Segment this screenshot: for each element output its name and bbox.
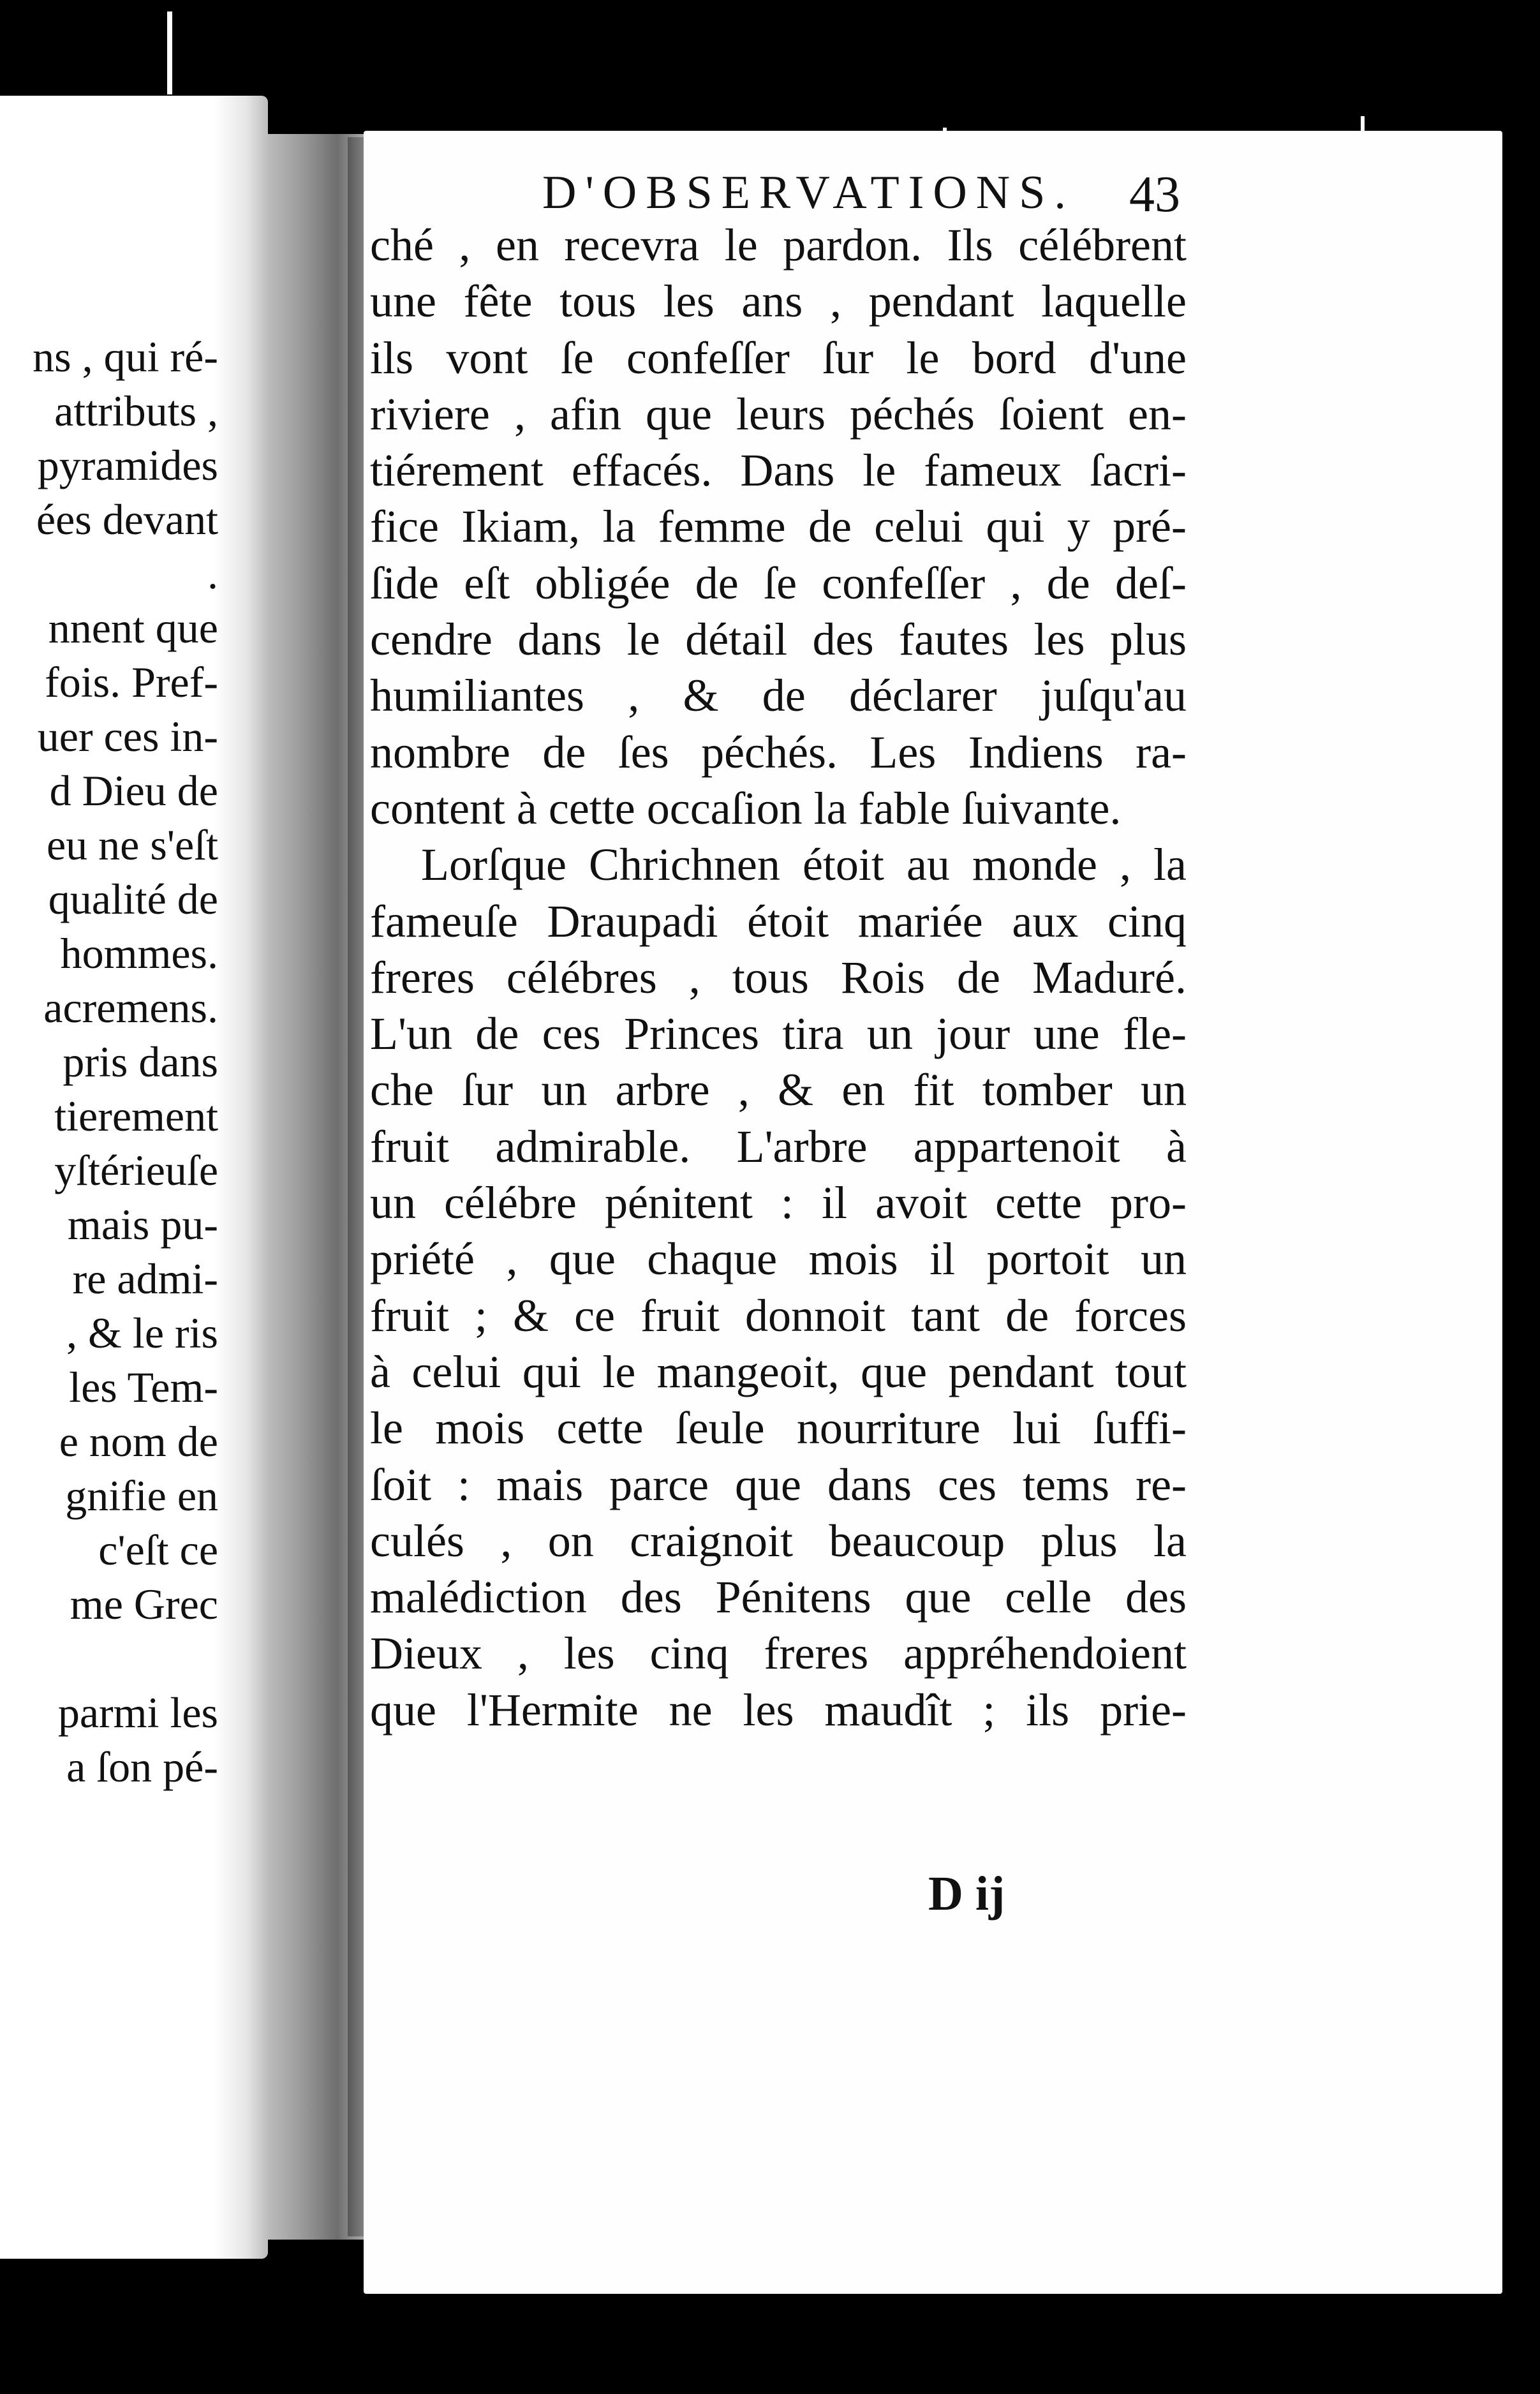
text-line: culés , on craignoit beaucoup plus la — [370, 1515, 1187, 1566]
text-line: ſoit : mais parce que dans ces tems re- — [370, 1459, 1187, 1510]
running-head: D'OBSERVATIONS. — [542, 167, 1075, 219]
left-page — [0, 96, 268, 2259]
left-page-line: pyramides — [37, 441, 218, 489]
text-line: humiliantes , & de déclarer juſqu'au — [370, 670, 1187, 722]
left-page-line: , & le ris — [66, 1309, 218, 1357]
text-line: riviere , afin que leurs péchés ſoient en- — [370, 388, 1187, 440]
text-line: le mois cette ſeule nourriture lui ſuffi- — [370, 1402, 1187, 1454]
text-line: content à cette occaſion la fable ſuivante. — [370, 782, 1122, 834]
signature-mark: D ij — [928, 1867, 1005, 1921]
left-page-line: . — [207, 549, 218, 598]
left-page-line: nnent que — [48, 604, 218, 652]
text-line: cendre dans le détail des fautes les plus — [370, 614, 1187, 665]
text-line: un célébre pénitent : il avoit cette pro- — [370, 1177, 1187, 1229]
left-page-line: ns , qui ré- — [33, 332, 218, 381]
left-page-line: e nom de — [59, 1417, 218, 1466]
text-line: tiérement effacés. Dans le fameux ſacri- — [370, 445, 1187, 496]
text-line: à celui qui le mangeoit, que pendant tout — [370, 1346, 1187, 1397]
text-line: freres célébres , tous Rois de Maduré. — [370, 951, 1187, 1003]
left-page-line: ées devant — [36, 495, 218, 544]
text-line: fruit ; & ce fruit donnoit tant de forces — [370, 1290, 1187, 1341]
text-line: ſide eſt obligée de ſe confeſſer , de deſ- — [370, 557, 1187, 609]
left-page-line: a ſon pé- — [66, 1743, 218, 1791]
text-line: nombre de ſes péchés. Les Indiens ra- — [370, 726, 1187, 778]
left-page-line: acremens. — [43, 983, 218, 1032]
text-line: ché , en recevra le pardon. Ils célébrent — [370, 219, 1187, 271]
left-page-line: fois. Pref- — [45, 658, 218, 706]
left-page-line: pris dans — [63, 1037, 218, 1086]
text-line: Lorſque Chrichnen étoit au monde , la — [421, 839, 1187, 891]
left-page-line: gnifie en — [65, 1471, 218, 1520]
left-page-line: re admi- — [72, 1254, 218, 1303]
left-page-line: c'eſt ce — [98, 1526, 218, 1574]
left-page-line: qualité de — [48, 875, 218, 923]
text-line: Dieux , les cinq freres appréhendoient — [370, 1628, 1187, 1679]
text-line: L'un de ces Princes tira un jour une fle- — [370, 1008, 1187, 1060]
text-line: que l'Hermite ne les maudît ; ils prie- — [370, 1684, 1187, 1736]
text-line: une fête tous les ans , pendant laquelle — [370, 276, 1187, 327]
body-text — [370, 217, 1187, 1738]
scan-speck — [943, 128, 947, 142]
left-page-line: d Dieu de — [49, 766, 218, 815]
text-line: fruit admirable. L'arbre appartenoit à — [370, 1120, 1187, 1172]
text-line: fice Ikiam, la femme de celui qui y pré- — [370, 501, 1187, 553]
left-page-line: hommes. — [60, 929, 218, 978]
text-line: fameuſe Draupadi étoit mariée aux cinq — [370, 895, 1187, 947]
left-page-line: yſtérieuſe — [54, 1146, 218, 1194]
text-line: ils vont ſe confeſſer ſur le bord d'une — [370, 332, 1187, 383]
page-number: 43 — [1129, 167, 1180, 223]
text-line: malédiction des Pénitens que celle des — [370, 1572, 1187, 1623]
scan-speck — [1361, 116, 1365, 131]
text-line: priété , que chaque mois il portoit un — [370, 1233, 1187, 1285]
left-page-line: uer ces in- — [37, 712, 218, 761]
left-page-line: eu ne s'eſt — [46, 821, 218, 869]
left-page-line: parmi les — [57, 1688, 218, 1737]
left-page-line: attributs , — [54, 387, 218, 435]
left-page-line: tierement — [54, 1092, 218, 1140]
left-page-line: les Tem- — [69, 1363, 218, 1411]
text-line: che ſur un arbre , & en fit tomber un — [370, 1064, 1187, 1116]
left-page-line: mais pu- — [67, 1200, 218, 1249]
left-page-line: me Grec — [70, 1580, 218, 1628]
scan-speck — [167, 11, 172, 94]
